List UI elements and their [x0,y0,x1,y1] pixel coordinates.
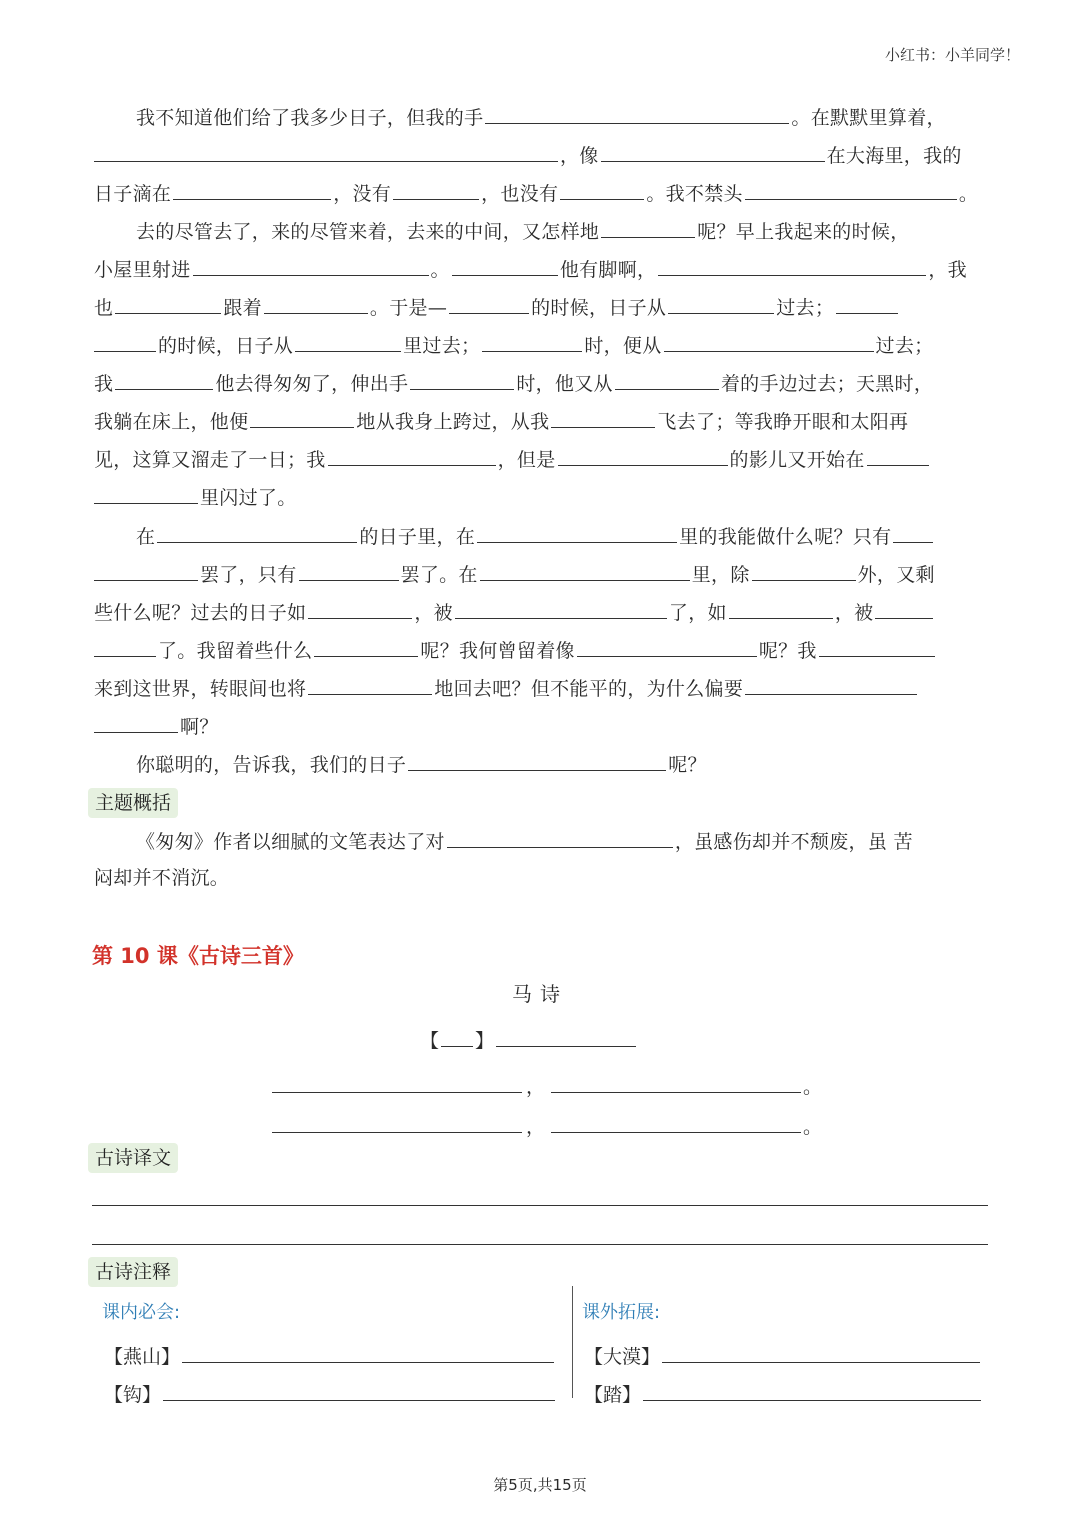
poem-author: 【 】 [420,1020,638,1053]
passage-line: 去的尽管去了，来的尽管来着，去来的中间，又怎样地 呢？早上我起来的时候， [136,211,910,249]
passage-line: 了。我留着些什么 呢？我何曾留着像 呢？我 [94,630,937,668]
fill-blank[interactable] [480,554,690,581]
fill-blank[interactable] [558,439,728,466]
passage-line: 的时候，日子从 里过去； 时，便从 过去； [94,325,933,363]
answer-line[interactable] [92,1244,988,1245]
column-divider [572,1286,573,1398]
fill-blank[interactable] [551,1066,801,1093]
fill-blank[interactable] [410,363,514,390]
poem-line: ， 。 [272,1066,822,1099]
fill-blank[interactable] [729,592,833,619]
fill-blank[interactable] [601,135,825,162]
fill-blank[interactable] [115,287,221,314]
fill-blank[interactable] [496,1020,636,1047]
fill-blank[interactable] [299,554,399,581]
fill-blank[interactable] [393,173,479,200]
fill-blank[interactable] [314,630,418,657]
fill-blank[interactable] [449,287,529,314]
annotation-item: 【钩】 [104,1374,557,1407]
passage-line: ，像 在大海里，我的 [94,135,962,173]
passage-line: 见，这算又溜走了一日；我 ，但是 的影儿又开始在 [94,439,931,477]
fill-blank[interactable] [308,592,412,619]
fill-blank[interactable] [441,1020,473,1047]
in-class-heading: 课内必会: [102,1302,181,1323]
annotation-item: 【踏】 [584,1374,983,1407]
fill-blank[interactable] [551,1106,801,1133]
fill-blank[interactable] [893,516,933,543]
fill-blank[interactable] [745,668,917,695]
fill-blank[interactable] [643,1374,981,1401]
fill-blank[interactable] [157,516,357,543]
passage-line: 我躺在床上，他便 地从我身上跨过，从我 飞去了；等我睁开眼和太阳再 [94,401,908,439]
fill-blank[interactable] [875,592,933,619]
passage-line: 罢了，只有 罢了。在 里，除 外，又剩 [94,554,935,592]
fill-blank[interactable] [867,439,929,466]
fill-blank[interactable] [452,249,558,276]
extension-heading: 课外拓展: [582,1302,661,1323]
watermark: 小红书：小羊同学！ [884,46,1020,64]
fill-blank[interactable] [662,1336,980,1363]
poem-line: ， 。 [272,1106,822,1139]
fill-blank[interactable] [836,287,898,314]
lesson-title: 第 10 课《古诗三首》 [92,944,304,968]
theme-tag: 主题概括 [88,788,178,818]
fill-blank[interactable] [182,1336,554,1363]
fill-blank[interactable] [601,211,695,238]
poem-title: 马诗 [512,982,568,1006]
fill-blank[interactable] [752,554,856,581]
annotation-item: 【燕山】 [104,1336,556,1369]
fill-blank[interactable] [94,325,156,352]
passage-line: 我 他去得匆匆了，伸出手 时，他又从 着的手边过去；天黑时， [94,363,933,401]
fill-blank[interactable] [94,135,558,162]
passage-line: 也 跟着 。于是— 的时候，日子从 过去； [94,287,900,325]
theme-line: 《匆匆》作者以细腻的文笔表达了对 ，虽感伤却并不颓废，虽 苦 [136,821,913,859]
annotation-tag: 古诗注释 [88,1257,178,1287]
fill-blank[interactable] [819,630,935,657]
passage-line: 啊？ [94,706,219,744]
fill-blank[interactable] [94,706,178,733]
fill-blank[interactable] [615,363,719,390]
passage-line: 些什么呢？过去的日子如 ，被 了，如 ，被 [94,592,935,630]
fill-blank[interactable] [308,668,432,695]
fill-blank[interactable] [745,173,957,200]
passage-line: 你聪明的，告诉我，我们的日子 呢？ [136,744,707,782]
answer-line[interactable] [92,1205,988,1206]
fill-blank[interactable] [577,630,757,657]
fill-blank[interactable] [482,325,582,352]
fill-blank[interactable] [658,249,926,276]
passage-line: 小屋里射进 。 他有脚啊， ，我 [94,249,967,287]
passage-line: 我不知道他们给了我多少日子，但我的手 。在默默里算着， [136,97,946,135]
fill-blank[interactable] [485,97,789,124]
annotation-item: 【大漠】 [584,1336,982,1369]
fill-blank[interactable] [193,249,429,276]
fill-blank[interactable] [272,1106,522,1133]
page-footer: 第5页,共15页 [493,1476,587,1494]
fill-blank[interactable] [551,401,655,428]
passage-line: 日子滴在 ，没有 ，也没有 。我不禁头 。 [94,173,978,211]
passage-line: 在 的日子里，在 里的我能做什么呢？只有 [136,516,935,554]
fill-blank[interactable] [94,630,156,657]
fill-blank[interactable] [250,401,354,428]
fill-blank[interactable] [295,325,401,352]
fill-blank[interactable] [408,744,666,771]
fill-blank[interactable] [668,287,774,314]
theme-line: 闷却并不消沉。 [94,867,230,889]
fill-blank[interactable] [272,1066,522,1093]
fill-blank[interactable] [664,325,874,352]
fill-blank[interactable] [477,516,677,543]
fill-blank[interactable] [264,287,368,314]
fill-blank[interactable] [560,173,644,200]
passage-line: 来到这世界，转眼间也将 地回去吧？但不能平的，为什么偏要 [94,668,919,706]
fill-blank[interactable] [163,1374,555,1401]
translation-tag: 古诗译文 [88,1143,178,1173]
fill-blank[interactable] [94,477,198,504]
fill-blank[interactable] [455,592,667,619]
passage-line: 里闪过了。 [94,477,297,515]
fill-blank[interactable] [94,554,198,581]
fill-blank[interactable] [447,821,673,848]
fill-blank[interactable] [115,363,213,390]
fill-blank[interactable] [328,439,496,466]
fill-blank[interactable] [173,173,331,200]
